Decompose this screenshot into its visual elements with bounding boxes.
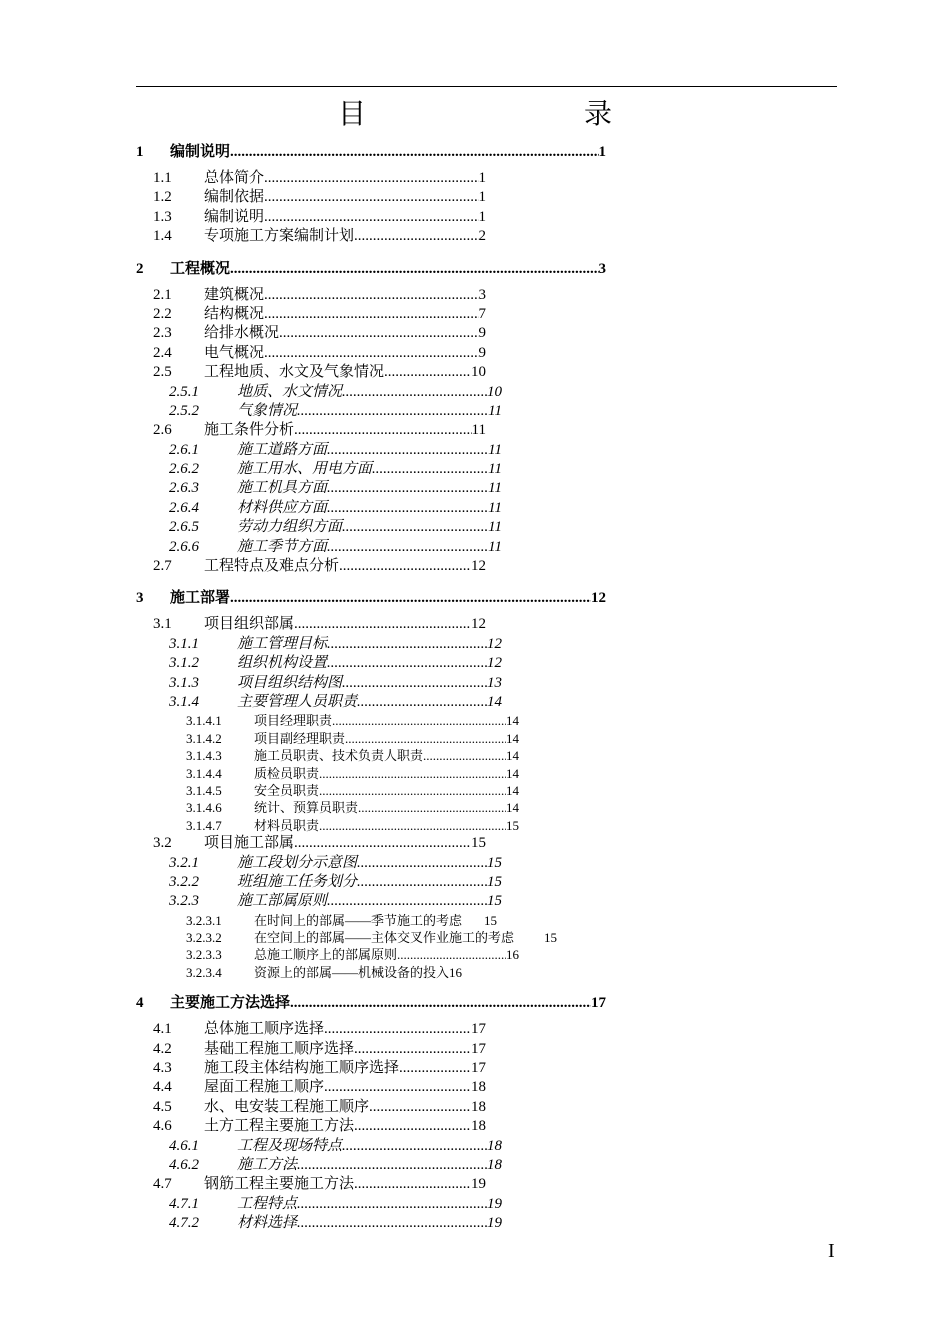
toc-entry-2-6-2[interactable] (136, 460, 502, 479)
toc-entry-number: 4.3 (153, 1060, 172, 1077)
toc-dot-leader (264, 169, 478, 188)
toc-entry-page: 1 (598, 144, 606, 160)
toc-entry-number: 2.6.6 (169, 538, 199, 555)
toc-entry-title: 施工季节方面 (237, 538, 328, 555)
toc-entry-page: 17 (471, 1040, 486, 1057)
toc-dot-leader (357, 693, 487, 712)
toc-entry-2-1[interactable] (136, 286, 486, 305)
toc-entry-page: 12 (591, 590, 606, 607)
toc-entry-title: 安全员职责 (254, 782, 320, 798)
toc-entry-page: 14 (506, 713, 519, 729)
toc-dot-leader (279, 324, 478, 343)
toc-entry-page: 10 (487, 383, 502, 400)
toc-entry-title: 水、电安装工程施工顺序 (204, 1098, 370, 1115)
toc-entry-title: 工程特点 (237, 1195, 298, 1212)
toc-entry-3-1[interactable] (136, 615, 486, 634)
toc-entry-number: 3.1.4.5 (186, 782, 222, 798)
toc-entry-page: 11 (488, 519, 502, 536)
toc-entry-3-1-4-5[interactable] (136, 782, 519, 799)
toc-entry-title: 施工员职责、技术负责人职责 (254, 748, 424, 764)
toc-dot-leader (327, 538, 488, 557)
toc-entry-number: 3.1.2 (169, 655, 199, 672)
toc-entry-2-6-6[interactable] (136, 538, 502, 557)
toc-entry-title: 施工用水、用电方面 (237, 461, 373, 478)
toc-entry-title: 总体简介 (204, 170, 265, 186)
toc-entry-3-2-3-2[interactable] (136, 929, 606, 946)
toc-entry-page: 12 (471, 558, 486, 575)
toc-entry-number: 4.7.2 (169, 1215, 199, 1232)
toc-entry-title: 编制说明 (204, 208, 265, 225)
toc-entry-number: 2.2 (153, 305, 172, 322)
toc-entry-number: 3.2.3.1 (186, 912, 222, 928)
toc-dot-leader (297, 1156, 487, 1175)
toc-entry-title: 项目副经理职责 (254, 730, 346, 746)
toc-entry-number: 3.2.3.2 (186, 930, 222, 946)
toc-entry-number: 4.6.2 (169, 1156, 199, 1173)
toc-entry-title: 施工段主体结构施工顺序选择 (204, 1060, 400, 1077)
toc-entry-number: 3.1 (153, 616, 172, 633)
toc-entry-title: 屋面工程施工顺序 (204, 1079, 325, 1096)
toc-entry-3-1-3[interactable] (136, 674, 502, 693)
toc-entry-title: 项目施工部属 (204, 835, 295, 852)
toc-entry-1-4[interactable] (136, 227, 486, 246)
toc-dot-leader (327, 479, 488, 498)
toc-dot-leader (264, 208, 478, 227)
toc-entry-3-1-4-7[interactable] (136, 817, 519, 834)
toc-entry-4-3[interactable] (136, 1059, 486, 1078)
toc-entry-3-1-1[interactable] (136, 635, 502, 654)
toc-entry-2-6[interactable] (136, 421, 486, 440)
toc-dot-leader (342, 383, 487, 402)
toc-entry-title: 主要施工方法选择 (170, 995, 291, 1012)
toc-entry-title: 地质、水文情况 (237, 383, 343, 400)
toc-entry-page: 14 (506, 782, 519, 798)
toc-entry-title: 工程概况 (170, 260, 231, 277)
toc-dot-leader (294, 421, 472, 440)
toc-entry-title: 材料供应方面 (237, 499, 328, 516)
toc-dot-leader (423, 747, 506, 764)
toc-dot-leader (354, 1040, 471, 1059)
toc-entry-title: 土方工程主要施工方法 (204, 1118, 355, 1135)
toc-entry-3-1-4-1[interactable] (136, 712, 519, 729)
toc-dot-leader (369, 1098, 471, 1117)
toc-entry-number: 2.5 (153, 364, 172, 381)
toc-entry-page: 3 (598, 260, 606, 277)
toc-entry-title: 总施工顺序上的部属原则 (254, 947, 398, 963)
toc-entry-title: 材料选择 (237, 1215, 298, 1232)
toc-dot-leader (230, 140, 598, 164)
toc-entry-number: 4.6.1 (169, 1137, 199, 1154)
toc-entry-page: 13 (487, 674, 502, 691)
toc-entry-4-2[interactable] (136, 1040, 486, 1059)
toc-entry-number: 3.2.2 (169, 873, 199, 890)
toc-dot-leader (345, 730, 506, 747)
toc-entry-page: 11 (488, 499, 502, 516)
toc-dot-leader (297, 1214, 487, 1233)
toc-dot-leader (319, 782, 506, 799)
toc-entry-page: 17 (471, 1021, 486, 1038)
toc-dot-leader (230, 257, 598, 281)
toc-dot-leader (230, 586, 591, 610)
toc-entry-page: 19 (487, 1215, 502, 1232)
toc-entry-number: 4.2 (153, 1040, 172, 1057)
toc-entry-number: 2.4 (153, 344, 172, 361)
toc-entry-number: 2.1 (153, 286, 172, 303)
toc-entry-page: 15 (487, 854, 502, 871)
toc-entry-page: 11 (488, 402, 502, 419)
toc-entry-title: 编制依据 (204, 189, 265, 206)
toc-entry-1-1[interactable] (136, 169, 486, 188)
toc-entry-title: 材料员职责 (254, 817, 320, 833)
toc-entry-3-2-3-1[interactable] (136, 912, 606, 929)
toc-entry-number: 2.6.1 (169, 441, 199, 458)
toc-entry-page: 17 (591, 995, 606, 1012)
toc-dot-leader (342, 1137, 487, 1156)
toc-entry-1-2[interactable] (136, 188, 486, 207)
toc-entry-1-3[interactable] (136, 208, 486, 227)
toc-entry-title: 劳动力组织方面 (237, 519, 343, 536)
toc-entry-title: 总体施工顺序选择 (204, 1021, 325, 1038)
toc-entry-title: 施工道路方面 (237, 441, 328, 458)
toc-entry-page: 15 (544, 930, 558, 946)
toc-dot-leader (294, 834, 471, 853)
toc-entry-page: 12 (487, 635, 502, 652)
toc-entry-page: 15 (471, 835, 486, 852)
toc-entry-3-2-3-3[interactable] (136, 946, 519, 963)
toc-entry-page: 1 (478, 189, 486, 206)
toc-entry-title: 施工部署 (170, 590, 231, 607)
toc-entry-page: 15 (506, 817, 519, 833)
toc-entry-3-1-4[interactable] (136, 693, 502, 712)
toc-dot-leader (327, 441, 488, 460)
toc-entry-number: 2.6.2 (169, 461, 199, 478)
toc-dot-leader (358, 799, 506, 816)
toc-entry-3-2-1[interactable] (136, 854, 502, 873)
toc-entry-title: 给排水概况 (204, 325, 280, 342)
toc-entry-number: 1 (136, 144, 144, 160)
toc-entry-page: 9 (478, 325, 486, 342)
toc-dot-leader (319, 817, 506, 834)
toc-entry-3-1-4-2[interactable] (136, 730, 519, 747)
table-of-contents (136, 140, 606, 1234)
toc-dot-leader (297, 1195, 487, 1214)
toc-entry-title: 组织机构设置 (237, 655, 328, 672)
toc-entry-title: 施工段划分示意图 (237, 854, 358, 871)
toc-entry-page: 1 (478, 170, 486, 186)
toc-entry-number: 2.6.4 (169, 499, 199, 516)
toc-entry-title: 建筑概况 (204, 286, 265, 303)
toc-entry-title: 基础工程施工顺序选择 (204, 1040, 355, 1057)
toc-entry-4-5[interactable] (136, 1098, 486, 1117)
toc-entry-number: 2.6.3 (169, 480, 199, 497)
header-rule (136, 86, 837, 87)
toc-entry-number: 4.6 (153, 1118, 172, 1135)
toc-entry-4-6-2[interactable] (136, 1156, 502, 1175)
toc-dot-leader (399, 1059, 471, 1078)
toc-entry-page: 11 (488, 441, 502, 458)
toc-entry-title: 工程地质、水文及气象情况 (204, 364, 385, 381)
toc-entry-page: 9 (478, 344, 486, 361)
toc-entry-2-5-2[interactable] (136, 402, 502, 421)
toc-entry-number: 3.1.4.2 (186, 730, 222, 746)
toc-dot-leader (264, 286, 478, 305)
toc-entry-number: 3.2.3.4 (186, 964, 222, 980)
toc-entry-title: 主要管理人员职责 (237, 693, 358, 710)
toc-dot-leader (357, 854, 487, 873)
toc-entry-title: 工程特点及难点分析 (204, 558, 340, 575)
toc-entry-number: 3.1.4.4 (186, 765, 222, 781)
toc-entry-page: 10 (471, 364, 486, 381)
toc-entry-number: 2.6 (153, 422, 172, 439)
toc-entry-4-6[interactable] (136, 1117, 486, 1136)
toc-dot-leader (354, 227, 478, 246)
toc-entry-3-1-2[interactable] (136, 654, 502, 673)
toc-dot-leader (342, 518, 488, 537)
toc-dot-leader (357, 873, 487, 892)
page-title: 目 录 (337, 97, 666, 130)
toc-entry-page: 14 (506, 800, 519, 816)
toc-entry-page: 12 (471, 616, 486, 633)
toc-entry-number: 3.1.3 (169, 674, 199, 691)
toc-entry-page: 11 (488, 480, 502, 497)
toc-entry-4-7[interactable] (136, 1175, 486, 1194)
toc-entry-page: 15 (487, 893, 502, 910)
toc-dot-leader (324, 1078, 471, 1097)
toc-entry-1[interactable] (136, 140, 606, 164)
toc-entry-page: 14 (506, 748, 519, 764)
toc-entry-page: 11 (471, 422, 486, 439)
toc-entry-3-1-4-4[interactable] (136, 765, 519, 782)
toc-entry-title: 施工条件分析 (204, 422, 295, 439)
toc-entry-title: 项目组织结构图 (237, 674, 343, 691)
toc-entry-2-6-3[interactable] (136, 479, 502, 498)
toc-entry-title: 施工机具方面 (237, 480, 328, 497)
toc-entry-page: 18 (471, 1118, 486, 1135)
toc-entry-number: 3 (136, 590, 144, 607)
toc-entry-number: 4.7.1 (169, 1195, 199, 1212)
toc-dot-leader (319, 765, 506, 782)
toc-entry-page: 14 (487, 693, 502, 710)
toc-dot-leader (327, 892, 487, 911)
toc-entry-number: 4 (136, 995, 144, 1012)
toc-entry-3[interactable] (136, 586, 606, 610)
toc-entry-number: 2.7 (153, 558, 172, 575)
toc-entry-2-5[interactable] (136, 363, 486, 382)
toc-entry-page: 19 (471, 1176, 486, 1193)
toc-entry-page: 18 (471, 1079, 486, 1096)
toc-entry-title: 施工部属原则 (237, 893, 328, 910)
toc-dot-leader (342, 674, 487, 693)
toc-entry-title: 结构概况 (204, 305, 265, 322)
toc-dot-leader (332, 712, 506, 729)
toc-entry-number: 1.2 (153, 189, 172, 206)
toc-dot-leader (297, 402, 488, 421)
toc-dot-leader (264, 305, 478, 324)
toc-entry-2-3[interactable] (136, 324, 486, 343)
toc-entry-page: 1 (478, 208, 486, 225)
toc-entry-title: 在空间上的部属——主体交叉作业施工的考虑 (254, 930, 515, 946)
toc-dot-leader (327, 654, 487, 673)
toc-entry-page: 15 (484, 912, 498, 928)
toc-entry-number: 1.4 (153, 228, 172, 245)
page-number: I (828, 1240, 835, 1262)
toc-entry-number: 3.2 (153, 835, 172, 852)
toc-dot-leader (372, 460, 488, 479)
toc-entry-title: 电气概况 (204, 344, 265, 361)
toc-entry-4-1[interactable] (136, 1020, 486, 1039)
toc-entry-number: 4.4 (153, 1079, 172, 1096)
toc-entry-page: 18 (471, 1098, 486, 1115)
toc-entry-3-2-3-4[interactable] (136, 964, 606, 981)
toc-entry-number: 2.6.5 (169, 519, 199, 536)
toc-entry-title: 气象情况 (237, 402, 298, 419)
toc-entry-page: 3 (478, 286, 486, 303)
toc-entry-4-6-1[interactable] (136, 1137, 502, 1156)
toc-entry-number: 3.1.4.7 (186, 817, 222, 833)
toc-entry-page: 14 (506, 730, 519, 746)
toc-entry-number: 2.5.2 (169, 402, 199, 419)
toc-entry-title: 编制说明 (170, 144, 231, 160)
toc-entry-page: 16 (449, 964, 463, 980)
toc-entry-4[interactable] (136, 991, 606, 1015)
toc-entry-number: 4.1 (153, 1021, 172, 1038)
toc-dot-leader (384, 363, 471, 382)
toc-dot-leader (327, 635, 487, 654)
toc-entry-page: 17 (471, 1060, 486, 1077)
toc-entry-number: 1.3 (153, 208, 172, 225)
toc-entry-number: 3.2.3 (169, 893, 199, 910)
toc-entry-2-6-4[interactable] (136, 499, 502, 518)
toc-entry-3-2[interactable] (136, 834, 486, 853)
toc-entry-page: 18 (487, 1156, 502, 1173)
toc-entry-number: 3.1.4.1 (186, 713, 222, 729)
toc-entry-2-6-1[interactable] (136, 441, 502, 460)
toc-entry-page: 16 (506, 947, 519, 963)
toc-entry-page: 14 (506, 765, 519, 781)
toc-entry-title: 钢筋工程主要施工方法 (204, 1176, 355, 1193)
toc-dot-leader (397, 946, 506, 963)
toc-entry-4-4[interactable] (136, 1078, 486, 1097)
toc-dot-leader (290, 991, 591, 1015)
toc-entry-title: 项目经理职责 (254, 713, 333, 729)
toc-entry-3-2-3[interactable] (136, 892, 502, 911)
toc-entry-number: 2.3 (153, 325, 172, 342)
toc-entry-number: 2.5.1 (169, 383, 199, 400)
toc-entry-title: 施工管理目标 (237, 635, 328, 652)
toc-entry-number: 3.1.4.3 (186, 748, 222, 764)
toc-dot-leader (354, 1175, 471, 1194)
toc-entry-title: 项目组织部属 (204, 616, 295, 633)
toc-dot-leader (339, 557, 471, 576)
toc-entry-number: 3.1.4 (169, 693, 199, 710)
toc-entry-number: 4.5 (153, 1098, 172, 1115)
toc-entry-2[interactable] (136, 257, 606, 281)
toc-entry-title: 施工方法 (237, 1156, 298, 1173)
toc-dot-leader (324, 1020, 471, 1039)
toc-entry-title: 工程及现场特点 (237, 1137, 343, 1154)
toc-dot-leader (264, 344, 478, 363)
toc-entry-2-6-5[interactable] (136, 518, 502, 537)
toc-entry-number: 3.1.4.6 (186, 800, 222, 816)
toc-entry-2-4[interactable] (136, 344, 486, 363)
toc-entry-title: 质检员职责 (254, 765, 320, 781)
toc-entry-4-7-2[interactable] (136, 1214, 502, 1233)
toc-dot-leader (294, 615, 471, 634)
toc-entry-number: 3.2.3.3 (186, 947, 222, 963)
toc-entry-page: 7 (478, 305, 486, 322)
toc-entry-3-2-2[interactable] (136, 873, 502, 892)
toc-entry-3-1-4-6[interactable] (136, 799, 519, 816)
toc-entry-4-7-1[interactable] (136, 1195, 502, 1214)
toc-entry-2-2[interactable] (136, 305, 486, 324)
toc-entry-page: 2 (478, 228, 486, 245)
toc-entry-number: 3.1.1 (169, 635, 199, 652)
toc-entry-page: 11 (488, 461, 502, 478)
toc-entry-page: 15 (487, 873, 502, 890)
toc-entry-title: 班组施工任务划分 (237, 873, 358, 890)
toc-entry-page: 11 (488, 538, 502, 555)
toc-dot-leader (354, 1117, 471, 1136)
toc-entry-page: 19 (487, 1195, 502, 1212)
toc-entry-page: 12 (487, 655, 502, 672)
toc-entry-title: 资源上的部属——机械设备的投入 (254, 964, 450, 980)
toc-entry-number: 2 (136, 260, 144, 277)
toc-entry-title: 专项施工方案编制计划 (204, 228, 355, 245)
toc-entry-number: 4.7 (153, 1176, 172, 1193)
toc-entry-number: 1.1 (153, 170, 172, 186)
toc-entry-number: 3.2.1 (169, 854, 199, 871)
toc-entry-3-1-4-3[interactable] (136, 747, 519, 764)
toc-entry-page: 18 (487, 1137, 502, 1154)
toc-entry-2-5-1[interactable] (136, 383, 502, 402)
toc-entry-title: 在时间上的部属——季节施工的考虑 (254, 912, 463, 928)
toc-dot-leader (327, 499, 488, 518)
toc-dot-leader (264, 188, 478, 207)
toc-entry-2-7[interactable] (136, 557, 486, 576)
toc-entry-title: 统计、预算员职责 (254, 800, 359, 816)
